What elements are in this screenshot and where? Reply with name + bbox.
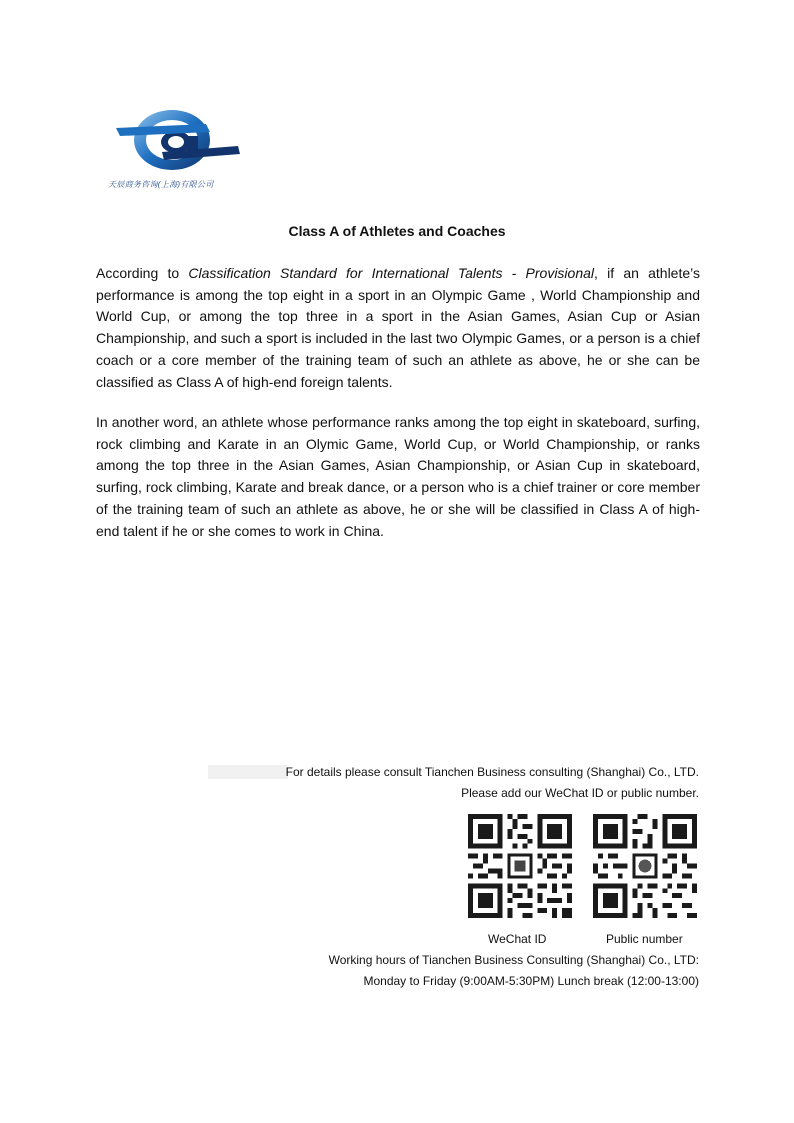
paragraph-classification [96, 263, 700, 393]
page-title: Class A of Athletes and Coaches [288, 223, 506, 239]
logo-emblem-icon [106, 106, 246, 178]
paragraph-body: , if an athlete’s performance is among the top eight in a sport in an Olympic Game , World Championship and World Cup, or among the top three in a sport in the Asian Games, Asian Cup or Asian Championship, and such a sport is included in the last two Olympic Games, or a person is a chief coach or a core member of the training team of such an athlete as above, he or she can be classified as Class A of high-end foreign talents. [96, 265, 700, 390]
working-hours-detail: Monday to Friday (9:00AM-5:30PM) Lunch break (12:00-13:00) [363, 974, 699, 988]
wechat-qr-code-icon [468, 814, 572, 918]
public-number-qr-code-icon [593, 814, 697, 918]
standard-title: Classification Standard for International Talents - Provisional [188, 265, 595, 281]
wechat-id-label: WeChat ID [488, 932, 547, 946]
company-logo [106, 106, 246, 194]
wechat-line: Please add our WeChat ID or public number. [461, 786, 699, 800]
logo-company-name: 天辰商务咨询(上海)有限公司 [108, 180, 214, 189]
consult-line: For details please consult Tianchen Business consulting (Shanghai) Co., LTD. [285, 765, 699, 779]
paragraph-prefix: According to [96, 265, 189, 281]
highlight-shade [208, 765, 288, 779]
public-number-label: Public number [606, 932, 683, 946]
working-hours-line: Working hours of Tianchen Business Consulting (Shanghai) Co., LTD: [328, 953, 699, 967]
paragraph-explanation: In another word, an athlete whose performance ranks among the top eight in skateboard, surfing, rock climbing and Karate in an Olymic Game, World Cup, or World Championship, or ranks among the top three in the Asian Games, Asian Championship, or Asian Cup in skateboard, surfing, rock climbing, Karate and break dance, or a person who is a chief trainer or core member of the training team of such an athlete as above, he or she will be classified in Class A of high-end talent if he or she comes to work in China. [96, 414, 700, 539]
